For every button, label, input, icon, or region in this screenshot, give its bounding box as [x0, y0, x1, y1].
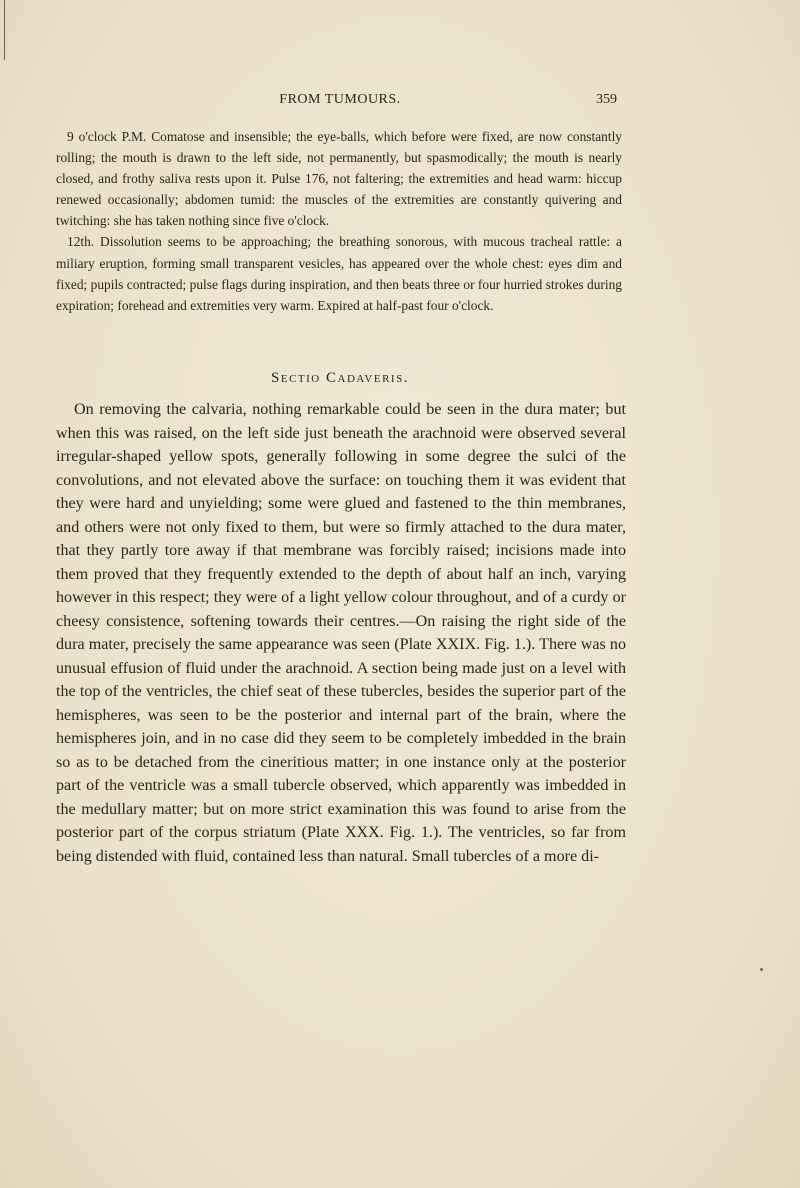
paper-speck — [760, 968, 763, 971]
case-notes — [56, 126, 622, 316]
main-text — [56, 398, 626, 868]
running-head: FROM TUMOURS. — [279, 92, 401, 107]
page-header — [55, 92, 625, 112]
page-number: 359 — [596, 92, 617, 107]
case-note-paragraph: 9 o'clock P.M. Comatose and insensible; the eye-balls, which before were fixed, are now constantly rolling; the mouth is drawn to the left side, not permanently, but spasmodically; the mouth is nearly closed, and frothy saliva rests upon it. Pulse 176, not faltering; the extremities and head warm: hiccup renewed occasionally; abdomen tumid: the muscles of the extremities are constantly quivering and twitching: she has taken nothing since five o'clock. — [56, 129, 622, 229]
binding-edge-line — [4, 0, 5, 60]
section-heading: Sectio Cadaveris. — [271, 370, 409, 386]
case-note-paragraph: 12th. Dissolution seems to be approaching; the breathing sonorous, with mucous tracheal rattle: a miliary eruption, forming small transparent vesicles, has appeared over the whole chest: eyes dim and fixed; pupils contracted; pulse flags during inspiration, and then beats three or four hurried strokes during expiration; forehead and extremities very warm. Expired at half-past four o'clock. — [56, 234, 622, 313]
body-paragraph: On removing the calvaria, nothing remarkable could be seen in the dura mater; but when this was raised, on the left side just beneath the arachnoid were observed several irregular-shaped yellow spots, generally following in some degree the sulci of the convolutions, and not elevated above the surface: on touching them it was evident that they were hard and unyielding; some were glued and fastened to the thin membranes, and others were not only fixed to them, but were so firmly attached to the dura mater, that they partly tore away if that membrane was forcibly raised; incisions made into them proved that they frequently extended to the depth of about half an inch, varying however in this respect; they were of a light yellow colour throughout, and of a curdy or cheesy consistence, softening towards their centres.—On raising the right side of the dura mater, precisely the same appearance was seen (Plate XXIX. Fig. 1.). There was no unusual effusion of fluid under the arachnoid. A section being made just on a level with the top of the ventricles, the chief seat of these tubercles, besides the superior part of the hemispheres, was seen to be the posterior and internal part of the brain, where the hemispheres join, and in no case did they seem to be completely imbedded in the brain so as to be detached from the cineritious matter; in one instance only at the posterior part of the ventricle was a small tubercle observed, which apparently was imbedded in the medullary matter; but on more strict examination this was found to arise from the posterior part of the corpus striatum (Plate XXX. Fig. 1.). The ventricles, so far from being distended with fluid, contained less than natural. Small tubercles of a more di- — [56, 401, 626, 865]
